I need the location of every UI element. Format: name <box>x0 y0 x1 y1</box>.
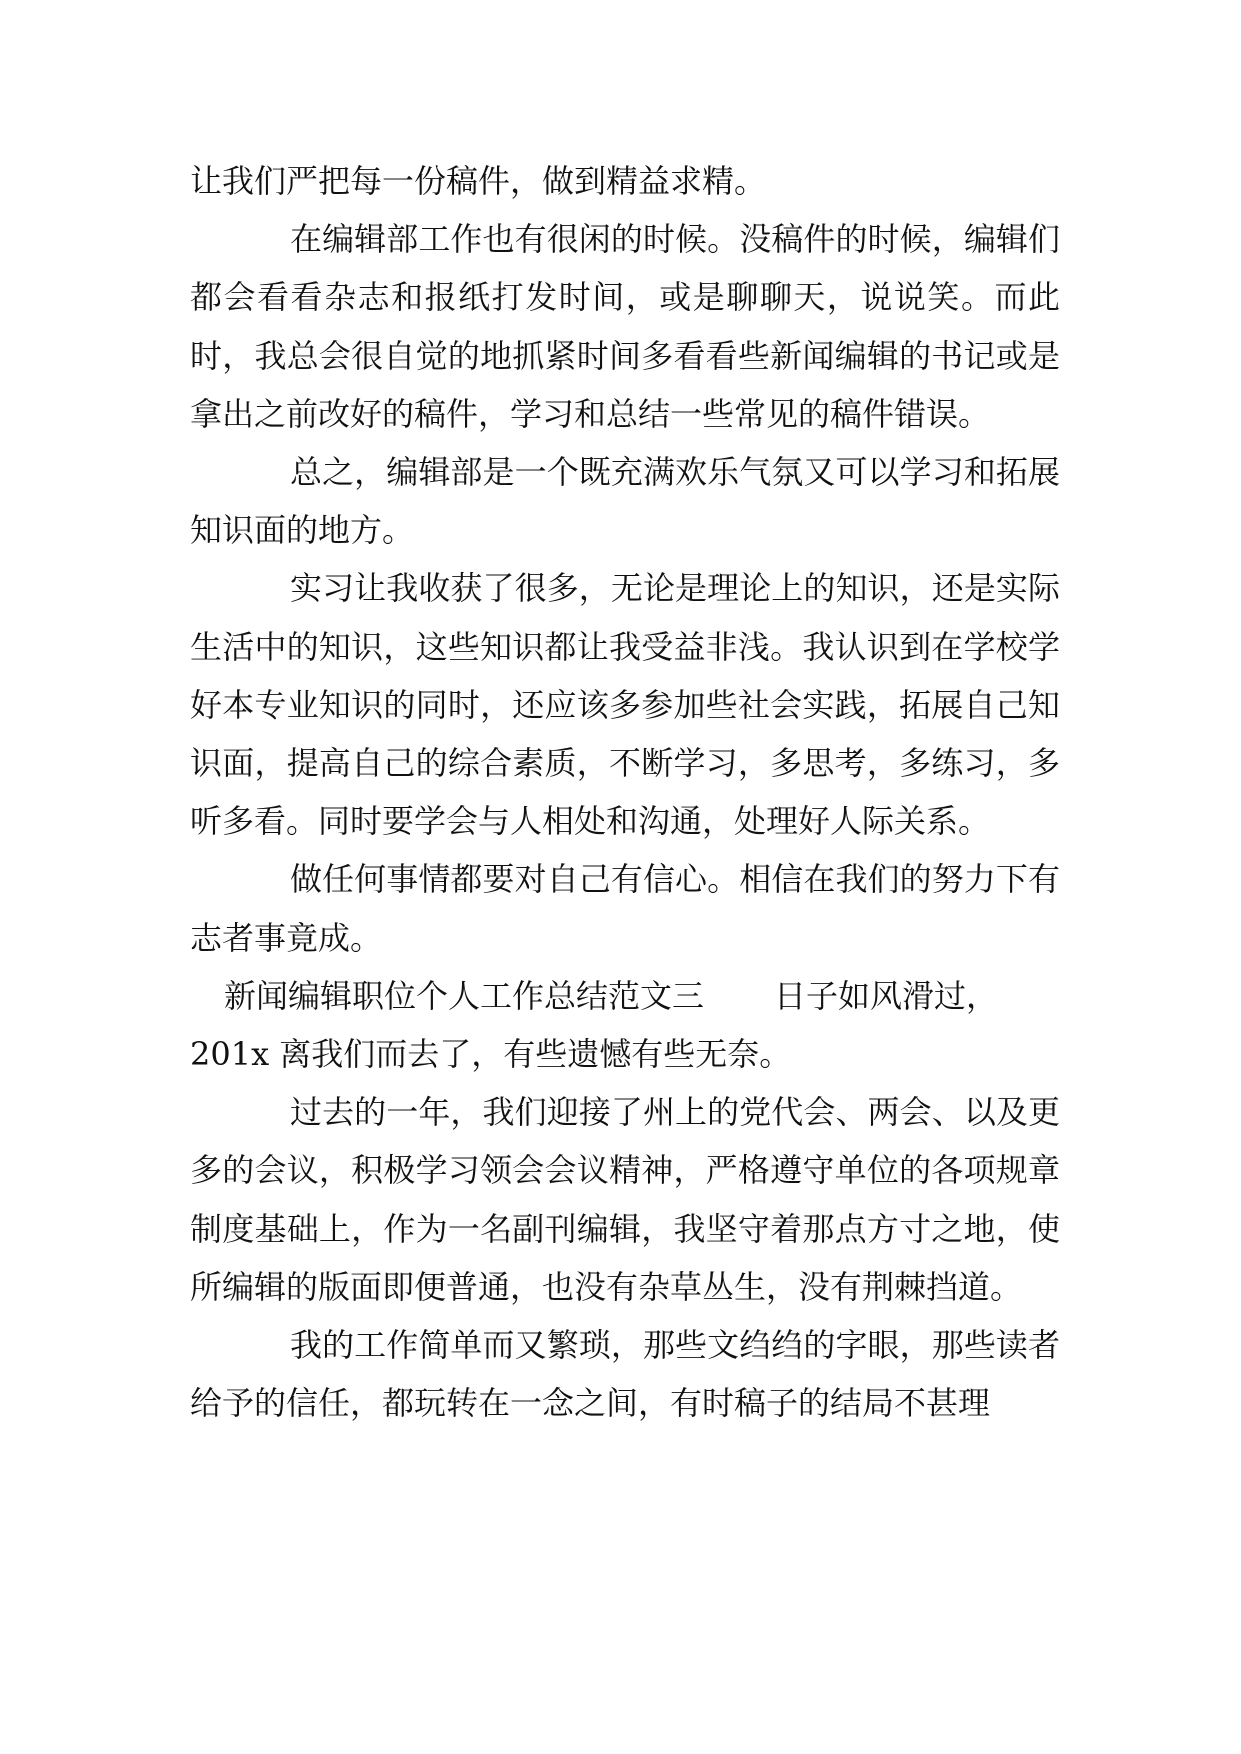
paragraph-6: 过去的一年，我们迎接了州上的党代会、两会、以及更多的会议，积极学习领会会议精神，严格遵守单位的各项规章制度基础上，作为一名副刊编辑，我坚守着那点方寸之地，使所编辑的版面即便普通，也没有杂草丛生，没有荆棘挡道。 <box>190 1093 1060 1306</box>
section-heading-line <box>190 967 1060 1025</box>
paragraph-5: 做任何事情都要对自己有信心。相信在我们的努力下有志者事竟成。 <box>190 860 1060 957</box>
section-heading: 新闻编辑职位个人工作总结范文三 <box>224 976 705 1015</box>
paragraph-2: 在编辑部工作也有很闲的时候。没稿件的时候，编辑们都会看看杂志和报纸打发时间，或是聊聊天，说说笑。而此时，我总会很自觉的地抓紧时间多看看些新闻编辑的书记或是拿出之前改好的稿件，学习和总结一些常见的稿件错误。 <box>190 220 1060 433</box>
paragraph-1: 让我们严把每一份稿件，做到精益求精。 <box>190 162 767 200</box>
section-lead: 日子如风滑过， <box>774 976 999 1015</box>
section-continuation: 201x 离我们而去了，有些遗憾有些无奈。 <box>190 1035 792 1074</box>
paragraph-4: 实习让我收获了很多，无论是理论上的知识，还是实际生活中的知识，这些知识都让我受益非浅。我认识到在学校学好本专业知识的同时，还应该多参加些社会实践，拓展自己知识面，提高自己的综合素质，不断学习，多思考，多练习，多听多看。同时要学会与人相处和沟通，处理好人际关系。 <box>190 569 1060 841</box>
paragraph-7: 我的工作简单而又繁琐，那些文绉绉的字眼，那些读者给予的信任，都玩转在一念之间，有时稿子的结局不甚理 <box>190 1326 1060 1423</box>
document-body <box>190 152 1060 1432</box>
paragraph-3: 总之，编辑部是一个既充满欢乐气氛又可以学习和拓展知识面的地方。 <box>190 453 1060 550</box>
